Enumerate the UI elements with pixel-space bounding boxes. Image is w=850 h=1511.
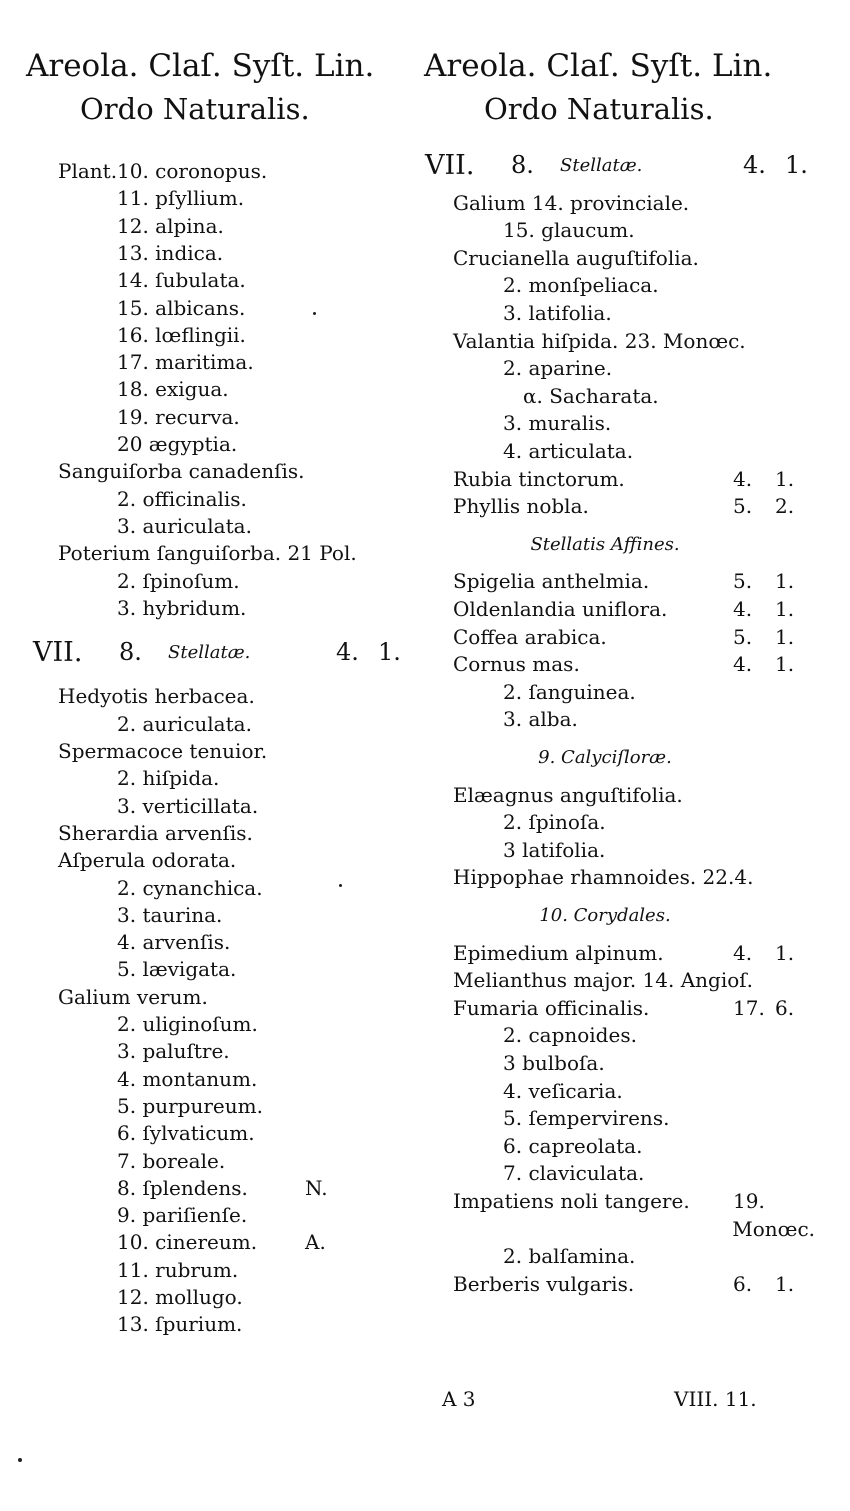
- species-line: [425, 624, 845, 651]
- genus-entry: Valantia hiſpida. 23. Monœc.: [453, 328, 746, 353]
- species-entry: 19. recurva.: [117, 404, 240, 429]
- species-entry: 3. taurina.: [117, 902, 223, 927]
- species-line: [425, 706, 845, 733]
- species-line: [0, 1284, 420, 1311]
- species-entry: 13. indica.: [117, 240, 224, 265]
- class-number: 5.: [733, 624, 753, 649]
- genus-entry: Hippophae rhamnoides. 22.4.: [453, 865, 754, 890]
- species-line: [0, 902, 420, 929]
- species-entry: 11. pſyllium.: [117, 186, 245, 211]
- species-entry: 5. purpureum.: [117, 1093, 263, 1118]
- page-footer: [442, 1386, 842, 1413]
- class-number: 4.: [733, 597, 753, 621]
- order-class-number: 1.: [775, 1271, 795, 1296]
- group-subheading: [425, 902, 845, 929]
- class-number: 4.: [743, 151, 766, 179]
- genus-entry: Impatiens noli tangere.: [453, 1189, 690, 1213]
- subheading-text: 9. Calyciſloræ.: [538, 747, 672, 768]
- species-line: [0, 793, 420, 820]
- species-line: [0, 349, 420, 376]
- species-line: [0, 683, 420, 710]
- species-line: [425, 596, 845, 623]
- species-line: [0, 820, 420, 847]
- genus-entry: Plant.: [58, 159, 118, 183]
- species-entry: 4. articulata.: [503, 439, 634, 463]
- species-entry: 3. muralis.: [503, 411, 612, 436]
- species-line: [425, 355, 845, 382]
- species-line: [425, 864, 845, 891]
- order-class-number: 6.: [775, 995, 795, 1020]
- species-line: [0, 267, 420, 294]
- subheading-text: 10. Corydales.: [539, 905, 671, 926]
- species-entry: 3 bulboſa.: [503, 1051, 605, 1075]
- species-entry: 2. aparine.: [503, 356, 613, 381]
- species-entry: 2. ſpinoſa.: [503, 810, 606, 835]
- species-entry: 18. exigua.: [117, 377, 229, 402]
- ink-speck: [313, 312, 316, 315]
- species-line: [425, 217, 845, 244]
- class-number: 4.: [733, 466, 753, 491]
- species-line: [0, 1038, 420, 1065]
- genus-entry: Rubia tinctorum.: [453, 466, 625, 491]
- species-line: [425, 383, 845, 410]
- species-line: [425, 1050, 845, 1077]
- class-number: 19.: [733, 1189, 765, 1213]
- section-heading: [425, 152, 845, 179]
- species-line: [0, 1311, 420, 1338]
- section-numeral: VII.: [425, 150, 475, 181]
- species-line: [425, 940, 845, 967]
- genus-entry: Hedyotis herbacea.: [58, 684, 255, 709]
- genus-entry: Galium 14. provinciale.: [453, 190, 690, 215]
- species-entry: 4. arvenſis.: [117, 930, 231, 955]
- species-line: [0, 431, 420, 458]
- class-number: 17.: [733, 995, 765, 1020]
- genus-entry: Cornus mas.: [453, 652, 580, 677]
- species-line: [425, 1022, 845, 1049]
- species-line: [425, 190, 845, 217]
- species-line: [425, 679, 845, 706]
- genus-entry: Sherardia arvenſis.: [58, 820, 253, 845]
- signature-mark: A 3: [442, 1387, 476, 1411]
- species-entry: 14. ſubulata.: [117, 268, 246, 293]
- order-class-number: 1.: [775, 624, 795, 649]
- species-line: [0, 875, 420, 902]
- species-line: [0, 240, 420, 267]
- species-entry: 3. verticillata.: [117, 793, 259, 818]
- species-line: [425, 1188, 845, 1215]
- species-entry: 6. capreolata.: [503, 1133, 643, 1158]
- subheading-text: Stellatis Affines.: [530, 533, 680, 555]
- species-entry: 2. hiſpida.: [117, 766, 220, 791]
- species-line: [0, 595, 420, 622]
- species-entry: 3 latifolia.: [503, 837, 606, 862]
- species-entry: 9. pariſienſe.: [117, 1203, 248, 1228]
- order-number: 8.: [511, 151, 534, 179]
- species-line: [425, 1105, 845, 1132]
- species-line: [0, 404, 420, 431]
- species-line: [425, 995, 845, 1022]
- species-line: [0, 1229, 420, 1256]
- species-entry: 2. auriculata.: [117, 711, 252, 736]
- species-line: [425, 328, 845, 355]
- species-entry: 4. veſicaria.: [503, 1078, 623, 1103]
- species-line: [425, 967, 845, 994]
- genus-entry: Coffea arabica.: [453, 624, 607, 649]
- species-line: [0, 929, 420, 956]
- species-line: [0, 984, 420, 1011]
- species-line: [0, 158, 420, 185]
- genus-entry: Spermacoce tenuior.: [58, 739, 268, 763]
- species-line: [0, 322, 420, 349]
- section-numeral: VII.: [33, 637, 83, 669]
- species-line: [425, 245, 845, 272]
- genus-entry: Elæagnus anguſtifolia.: [453, 782, 683, 807]
- species-entry: 16. lœflingii.: [117, 322, 246, 347]
- left-header-title: Areola. Claſ. Syſt. Lin.: [26, 48, 375, 84]
- species-entry: 20 ægyptia.: [117, 432, 238, 456]
- species-line: [0, 213, 420, 240]
- ink-speck: [339, 884, 342, 887]
- species-entry: 2. ſanguinea.: [503, 679, 636, 704]
- species-entry: 15. albicans.: [117, 295, 246, 320]
- genus-entry: Oldenlandia uniflora.: [453, 597, 668, 621]
- species-line: [425, 1160, 845, 1187]
- species-entry: 13. ſpurium.: [117, 1312, 243, 1337]
- genus-entry: Crucianella auguſtifolia.: [453, 245, 699, 270]
- species-entry: 12. alpina.: [117, 213, 224, 238]
- class-number: 4.: [336, 638, 359, 667]
- species-line: [425, 493, 845, 520]
- class-number: 5.: [733, 569, 753, 594]
- continuation-text: Monœc.: [732, 1216, 815, 1241]
- genus-entry: Poterium ſanguiſorba. 21 Pol.: [58, 541, 357, 566]
- variety-entry: α. Sacharata.: [523, 383, 659, 408]
- section-heading: [0, 637, 420, 669]
- species-entry: 2. ſpinoſum.: [117, 568, 240, 593]
- species-line: [425, 1271, 845, 1298]
- species-line: [0, 486, 420, 513]
- class-number: 5.: [733, 494, 753, 519]
- species-line: [0, 1066, 420, 1093]
- species-line: [425, 1243, 845, 1270]
- species-line: [0, 1120, 420, 1147]
- species-entry: 3. auriculata.: [117, 513, 252, 538]
- species-entry: 11. rubrum.: [117, 1257, 239, 1282]
- genus-entry: Epimedium alpinum.: [453, 940, 664, 965]
- species-entry: 3. hybridum.: [117, 595, 247, 620]
- species-line: [425, 272, 845, 299]
- species-entry: 12. mollugo.: [117, 1285, 243, 1309]
- species-line: [425, 568, 845, 595]
- genus-entry: Sanguiſorba canadenſis.: [58, 459, 305, 484]
- species-line: [425, 410, 845, 437]
- order-class-number: 1.: [775, 569, 795, 594]
- genus-entry: Phyllis nobla.: [453, 494, 589, 519]
- order-number: 8.: [119, 638, 142, 667]
- order-class-number: 1.: [775, 597, 795, 621]
- species-line: [425, 1133, 845, 1160]
- species-entry: 17. maritima.: [117, 350, 254, 375]
- order-class-number: 1.: [785, 151, 808, 179]
- species-entry: 8. ſplendens.: [117, 1175, 248, 1200]
- species-line: [425, 809, 845, 836]
- class-number: 6.: [733, 1271, 753, 1296]
- species-entry: 2. uliginoſum.: [117, 1012, 258, 1036]
- left-header-subtitle: Ordo Naturalis.: [80, 92, 310, 126]
- margin-note: A.: [305, 1230, 326, 1255]
- species-line: [0, 738, 420, 765]
- species-line: [0, 185, 420, 212]
- order-name: Stellatæ.: [560, 155, 643, 176]
- species-line: [425, 651, 845, 678]
- order-name: Stellatæ.: [168, 642, 251, 664]
- species-line: [0, 1175, 420, 1202]
- catchword: VIII. 11.: [674, 1387, 757, 1411]
- species-entry: 2. monſpeliaca.: [503, 273, 659, 298]
- class-number: 4.: [733, 652, 753, 677]
- species-line: [0, 1202, 420, 1229]
- species-line: [0, 568, 420, 595]
- species-line: [0, 1148, 420, 1175]
- species-entry: 3. alba.: [503, 707, 578, 732]
- species-entry: 2. cynanchica.: [117, 875, 263, 900]
- order-class-number: 1.: [378, 638, 401, 667]
- species-entry: 7. claviculata.: [503, 1161, 645, 1186]
- species-entry: 2. capnoides.: [503, 1023, 637, 1048]
- species-entry: 3. paluſtre.: [117, 1039, 230, 1064]
- species-entry: 5. ſempervirens.: [503, 1106, 670, 1131]
- species-entry: 7. boreale.: [117, 1148, 226, 1173]
- species-line: [0, 1257, 420, 1284]
- genus-entry: Fumaria officinalis.: [453, 995, 650, 1020]
- species-entry: 2. balſamina.: [503, 1244, 636, 1269]
- species-line: [425, 300, 845, 327]
- species-line: [425, 1078, 845, 1105]
- species-line: [0, 295, 420, 322]
- order-class-number: 1.: [775, 940, 795, 965]
- right-header-title: Areola. Claſ. Syſt. Lin.: [424, 48, 773, 84]
- species-line: [425, 782, 845, 809]
- margin-note: N.: [305, 1175, 328, 1200]
- order-class-number: 1.: [775, 652, 795, 677]
- species-entry: 10. cinereum.: [117, 1230, 258, 1255]
- class-number: 4.: [733, 940, 753, 965]
- species-entry: 2. officinalis.: [117, 486, 247, 511]
- species-line: [0, 458, 420, 485]
- species-line: [425, 466, 845, 493]
- genus-entry: Berberis vulgaris.: [453, 1271, 635, 1296]
- ink-speck: [18, 1458, 22, 1462]
- genus-entry: Melianthus major. 14. Angioſ.: [453, 968, 754, 993]
- genus-entry: Galium verum.: [58, 984, 208, 1009]
- genus-entry: Spigelia anthelmia.: [453, 569, 650, 594]
- species-entry: 5. lævigata.: [117, 957, 237, 982]
- species-entry: 6. ſylvaticum.: [117, 1121, 255, 1146]
- species-line: [0, 956, 420, 983]
- species-line: [425, 438, 845, 465]
- species-entry: 10. coronopus.: [117, 159, 268, 183]
- order-class-number: 1.: [775, 466, 795, 491]
- species-entry: 3. latifolia.: [503, 301, 612, 325]
- right-header-subtitle: Ordo Naturalis.: [484, 92, 714, 126]
- species-line: [0, 711, 420, 738]
- species-line: [0, 1093, 420, 1120]
- species-entry: 4. montanum.: [117, 1066, 258, 1091]
- species-line: [0, 765, 420, 792]
- species-entry: 15. glaucum.: [503, 218, 635, 243]
- order-class-number: 2.: [775, 494, 795, 519]
- species-line: [0, 540, 420, 567]
- species-line: [425, 1216, 845, 1243]
- genus-entry: Aſperula odorata.: [58, 848, 237, 873]
- species-line: [0, 513, 420, 540]
- group-subheading: [425, 531, 845, 558]
- species-line: [0, 376, 420, 403]
- species-line: [0, 1011, 420, 1038]
- group-subheading: [425, 744, 845, 771]
- species-line: [0, 847, 420, 874]
- species-line: [425, 837, 845, 864]
